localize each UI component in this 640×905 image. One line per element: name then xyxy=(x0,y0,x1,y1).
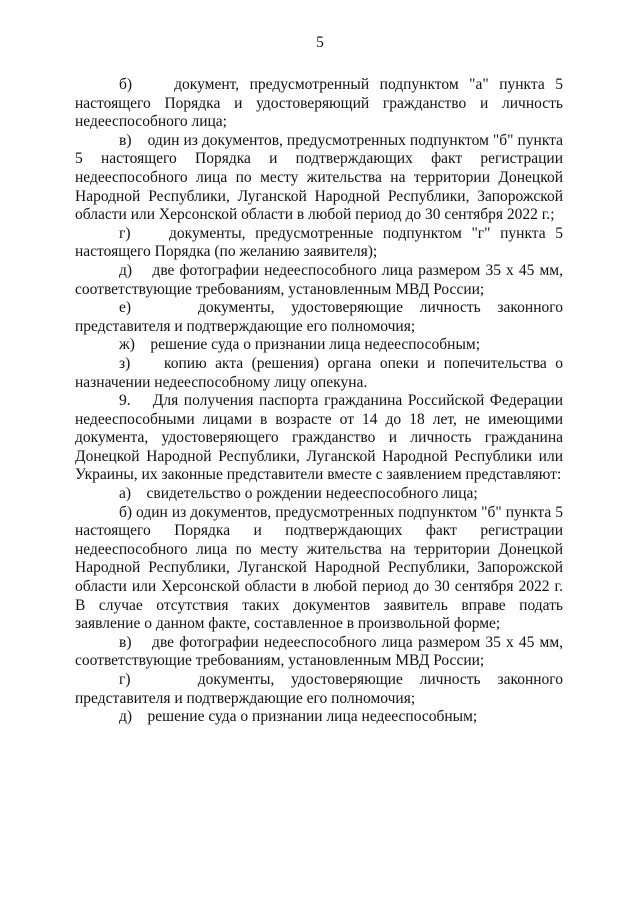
paragraph: б) один из документов, предусмотренных подпунктом "б" пункта 5 настоящего Порядка и подтверждающих факт регистрации недееспособного лица по месту жительства на территории Донецкой Народной Республики, Луганской Народной Республики, Запорожской области или Херсонской области в любой период до 30 сентября 2022 г. В случае отсутствия таких документов заявитель вправе подать заявление о данном факте, составленное в произвольной форме; xyxy=(75,503,563,633)
paragraph: 9. Для получения паспорта гражданина Российской Федерации недееспособными лицами в возрасте от 14 до 18 лет, не имеющими документа, удостоверяющего гражданство и личность гражданина Донецкой Народной Республики, Луганской Народной Республики или Украины, их законные представители вместе с заявлением представляют: xyxy=(75,392,563,484)
paragraph: в) один из документов, предусмотренных подпунктом "б" пункта 5 настоящего Порядка и подтверждающих факт регистрации недееспособного лица по месту жительства на территории Донецкой Народной Республики, Луганской Народной Республики, Запорожской области или Херсонской области в любой период до 30 сентября 2022 г.; xyxy=(75,131,563,224)
paragraph: е) документы, удостоверяющие личность законного представителя и подтверждающие его полномочия; xyxy=(75,299,563,335)
page-number: 5 xyxy=(316,34,324,51)
paragraph: г) документы, предусмотренные подпунктом "г" пункта 5 настоящего Порядка (по желанию заявителя); xyxy=(75,224,563,261)
paragraph: б) документ, предусмотренный подпунктом "а" пункта 5 настоящего Порядка и удостоверяющий гражданство и личность недееспособного лица; xyxy=(75,76,563,131)
paragraph: ж) решение суда о признании лица недееспособным; xyxy=(119,336,481,354)
paragraph: з) копию акта (решения) органа опеки и попечительства о назначении недееспособному лицу опекуна. xyxy=(75,354,563,391)
paragraph: д) две фотографии недееспособного лица размером 35 x 45 мм, соответствующие требованиям, установленным МВД России; xyxy=(75,261,563,298)
paragraph: д) решение суда о признании лица недееспособным; xyxy=(119,708,478,726)
paragraph: в) две фотографии недееспособного лица размером 35 x 45 мм, соответствующие требованиям, установленным МВД России; xyxy=(75,633,563,670)
paragraph: а) свидетельство о рождении недееспособного лица; xyxy=(119,485,478,503)
paragraph: г) документы, удостоверяющие личность законного представителя и подтверждающие его полномочия; xyxy=(75,671,563,707)
document-body xyxy=(75,76,563,727)
